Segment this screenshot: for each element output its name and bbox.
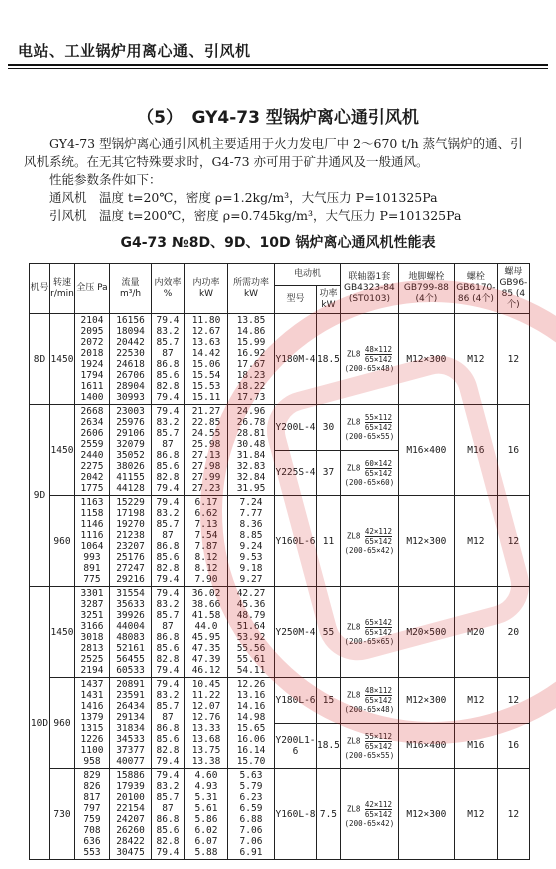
table-row	[30, 405, 530, 451]
col-header-no: 机号	[30, 264, 50, 314]
eff-cell: 79.4 83.2 85.7 87 86.8 85.6 82.8 79.4	[152, 314, 185, 405]
req-cell: 24.96 26.78 28.81 30.48 31.84 32.83 32.84 31.95	[228, 405, 275, 496]
pressure-cell: 1437 1431 1416 1379 1315 1226 1100 958	[75, 678, 110, 769]
washer-cell: 20	[497, 587, 529, 678]
page-header: 电站、工业锅炉用离心通、引风机	[18, 42, 251, 60]
conditions-heading: 性能参数条件如下：	[49, 172, 162, 187]
power-cell: 10.45 11.22 12.07 12.76 13.33 13.68 13.75 13.38	[185, 678, 228, 769]
eff-cell: 79.4 83.2 85.7 87 86.8 85.6 82.8 79.4	[152, 496, 185, 587]
motor-model: Y250M-4	[275, 587, 317, 678]
intro-paragraph: GY4-73 型锅炉离心通引风机主要适用于火力发电厂中 2～670 t/h 蒸气锅炉的通、引风机系统。在无其它特殊要求时，G4-73 亦可用于矿井通风及一般通风。	[24, 136, 523, 169]
col-header-motor: 电动机	[275, 264, 341, 286]
table-body	[30, 314, 530, 860]
motor-power: 30	[317, 405, 341, 451]
flow-cell: 15229 17198 19270 21238 23207 25176 27247 29216	[110, 496, 152, 587]
pressure-cell: 2668 2634 2606 2559 2440 2275 2042 1775	[75, 405, 110, 496]
machine-number: 9D	[30, 405, 50, 587]
washer-cell: 16	[497, 723, 529, 769]
washer-cell: 16	[497, 405, 529, 496]
power-cell: 21.27 22.85 24.55 25.98 27.13 27.98 27.99 27.23	[185, 405, 228, 496]
col-header-bolt: 地脚螺栓 GB799-88 (4个)	[398, 264, 454, 314]
machine-number: 8D	[30, 314, 50, 405]
speed-cell: 1450	[50, 314, 75, 405]
power-cell: 4.60 4.93 5.31 5.61 5.86 6.02 6.07 5.88	[185, 769, 228, 860]
coupling-cell: ZL8 $\frac{65\times 142}{65\times 142}$ (200-65×65)	[340, 587, 398, 678]
motor-model: Y225S-4	[275, 450, 317, 496]
washer-cell: 12	[497, 496, 529, 587]
bolt-cell: M16×400	[398, 723, 454, 769]
motor-power: 18.5	[317, 314, 341, 405]
col-header-screw: 螺栓 GB6170-86 (4个)	[454, 264, 497, 314]
pressure-cell: 2104 2095 2072 2018 1924 1794 1611 1400	[75, 314, 110, 405]
eff-cell: 79.4 83.2 85.7 87 86.8 85.6 82.8 79.4	[152, 587, 185, 678]
speed-cell: 960	[50, 678, 75, 769]
coupling-cell: ZL8 $\frac{55\times 112}{65\times 142}$ (200-65×55)	[340, 405, 398, 451]
bolt-cell: M16×400	[398, 405, 454, 496]
req-cell: 42.27 45.36 48.79 51.64 53.92 55.56 55.61 54.11	[228, 587, 275, 678]
pressure-cell: 1163 1158 1146 1116 1064 993 891 775	[75, 496, 110, 587]
bolt-cell: M12×300	[398, 496, 454, 587]
screw-cell: M12	[454, 769, 497, 860]
screw-cell: M16	[454, 723, 497, 769]
col-header-required-power: 所需功率 kW	[228, 264, 275, 314]
table-row	[30, 587, 530, 678]
screw-cell: M12	[454, 678, 497, 724]
speed-cell: 960	[50, 496, 75, 587]
washer-cell: 12	[497, 769, 529, 860]
flow-cell: 15886 17939 20100 22154 24207 26260 28422 30475	[110, 769, 152, 860]
fan-conditions: 通风机 温度 t=20℃，密度 ρ=1.2kg/m³，大气压力 P=101325Pa	[49, 190, 438, 205]
req-cell: 12.26 13.16 14.16 14.98 15.65 16.06 16.14 15.70	[228, 678, 275, 769]
power-cell: 6.17 6.62 7.13 7.54 7.87 8.12 8.12 7.90	[185, 496, 228, 587]
eff-cell: 79.4 83.2 85.7 87 86.8 85.6 82.8 79.4	[152, 769, 185, 860]
col-header-motor-power: 功率 kW	[317, 286, 341, 314]
req-cell: 5.63 5.79 6.23 6.59 6.88 7.06 7.06 6.91	[228, 769, 275, 860]
col-header-efficiency: 内效率 %	[152, 264, 185, 314]
section-title: （5） GY4-73 型锅炉离心通引风机	[137, 108, 419, 128]
motor-power: 7.5	[317, 769, 341, 860]
bolt-cell: M12×300	[398, 678, 454, 724]
coupling-cell: ZL8 $\frac{42\times 112}{65\times 142}$ (200-65×42)	[340, 769, 398, 860]
speed-cell: 730	[50, 769, 75, 860]
pressure-cell: 829 826 817 797 759 708 636 553	[75, 769, 110, 860]
header-rule-thin	[8, 68, 548, 69]
header-rule	[8, 64, 548, 66]
flow-cell: 20891 23591 26434 29134 31834 34533 37377 40077	[110, 678, 152, 769]
motor-model: Y160L-6	[275, 496, 317, 587]
motor-model: Y200L-4	[275, 405, 317, 451]
motor-power: 15	[317, 678, 341, 724]
req-cell: 13.85 14.86 15.99 16.92 17.67 18.23 18.22 17.73	[228, 314, 275, 405]
motor-power: 11	[317, 496, 341, 587]
motor-model: Y180M-4	[275, 314, 317, 405]
washer-cell: 12	[497, 314, 529, 405]
power-cell: 36.02 38.66 41.58 44.0 45.95 47.35 47.39 46.12	[185, 587, 228, 678]
motor-model: Y180L-6	[275, 678, 317, 724]
intro-text	[24, 135, 534, 225]
col-header-model: 型号	[275, 286, 317, 314]
screw-cell: M12	[454, 496, 497, 587]
motor-power: 55	[317, 587, 341, 678]
eff-cell: 79.4 83.2 85.7 87 86.8 85.6 82.8 79.4	[152, 678, 185, 769]
screw-cell: M16	[454, 405, 497, 496]
coupling-cell: ZL8 $\frac{60\times 142}{65\times 142}$ (200-65×60)	[340, 450, 398, 496]
eff-cell: 79.4 83.2 85.7 87 86.8 85.6 82.8 79.4	[152, 405, 185, 496]
table-title: G4-73 №8D、9D、10D 锅炉离心通风机性能表	[120, 235, 436, 251]
flow-cell: 23003 25976 29106 32079 35052 38026 41155 44128	[110, 405, 152, 496]
col-header-power: 内功率 kW	[185, 264, 228, 314]
washer-cell: 12	[497, 678, 529, 724]
speed-cell: 1450	[50, 587, 75, 678]
motor-power: 18.5	[317, 723, 341, 769]
motor-power: 37	[317, 450, 341, 496]
bolt-cell: M12×300	[398, 769, 454, 860]
pressure-cell: 3301 3287 3251 3166 3018 2813 2525 2194	[75, 587, 110, 678]
col-header-nut: 螺母 GB96-85 (4个)	[497, 264, 529, 314]
col-header-pressure: 全压 Pa	[75, 264, 110, 314]
coupling-cell: ZL8 $\frac{55\times 112}{65\times 142}$ (200-65×55)	[340, 723, 398, 769]
table-row	[30, 314, 530, 405]
performance-table	[29, 263, 530, 860]
flow-cell: 31554 35633 39926 44004 48083 52161 56455 60533	[110, 587, 152, 678]
table-row	[30, 496, 530, 587]
machine-number: 10D	[30, 587, 50, 860]
coupling-cell: ZL8 $\frac{42\times 112}{65\times 142}$ (200-65×42)	[340, 496, 398, 587]
motor-model: Y160L-8	[275, 769, 317, 860]
flow-cell: 16156 18094 20442 22530 24618 26706 28904 30993	[110, 314, 152, 405]
coupling-cell: ZL8 $\frac{48\times 112}{65\times 142}$ (200-65×48)	[340, 678, 398, 724]
speed-cell: 1450	[50, 405, 75, 496]
motor-model: Y200L1-6	[275, 723, 317, 769]
col-header-coupling: 联轴器1套 GB4323-84 (ST0103)	[340, 264, 398, 314]
draft-fan-conditions: 引风机 温度 t=200℃，密度 ρ=0.745kg/m³，大气压力 P=101325Pa	[49, 208, 462, 223]
table-row	[30, 678, 530, 724]
table-row	[30, 769, 530, 860]
col-header-speed: 转速 r/min	[50, 264, 75, 314]
power-cell: 11.80 12.67 13.63 14.42 15.06 15.54 15.53 15.11	[185, 314, 228, 405]
screw-cell: M20	[454, 587, 497, 678]
screw-cell: M12	[454, 314, 497, 405]
bolt-cell: M20×500	[398, 587, 454, 678]
bolt-cell: M12×300	[398, 314, 454, 405]
req-cell: 7.24 7.77 8.36 8.85 9.24 9.53 9.18 9.27	[228, 496, 275, 587]
coupling-cell: ZL8 $\frac{48\times 112}{65\times 142}$ (200-65×48)	[340, 314, 398, 405]
col-header-flow: 流量 m³/h	[110, 264, 152, 314]
